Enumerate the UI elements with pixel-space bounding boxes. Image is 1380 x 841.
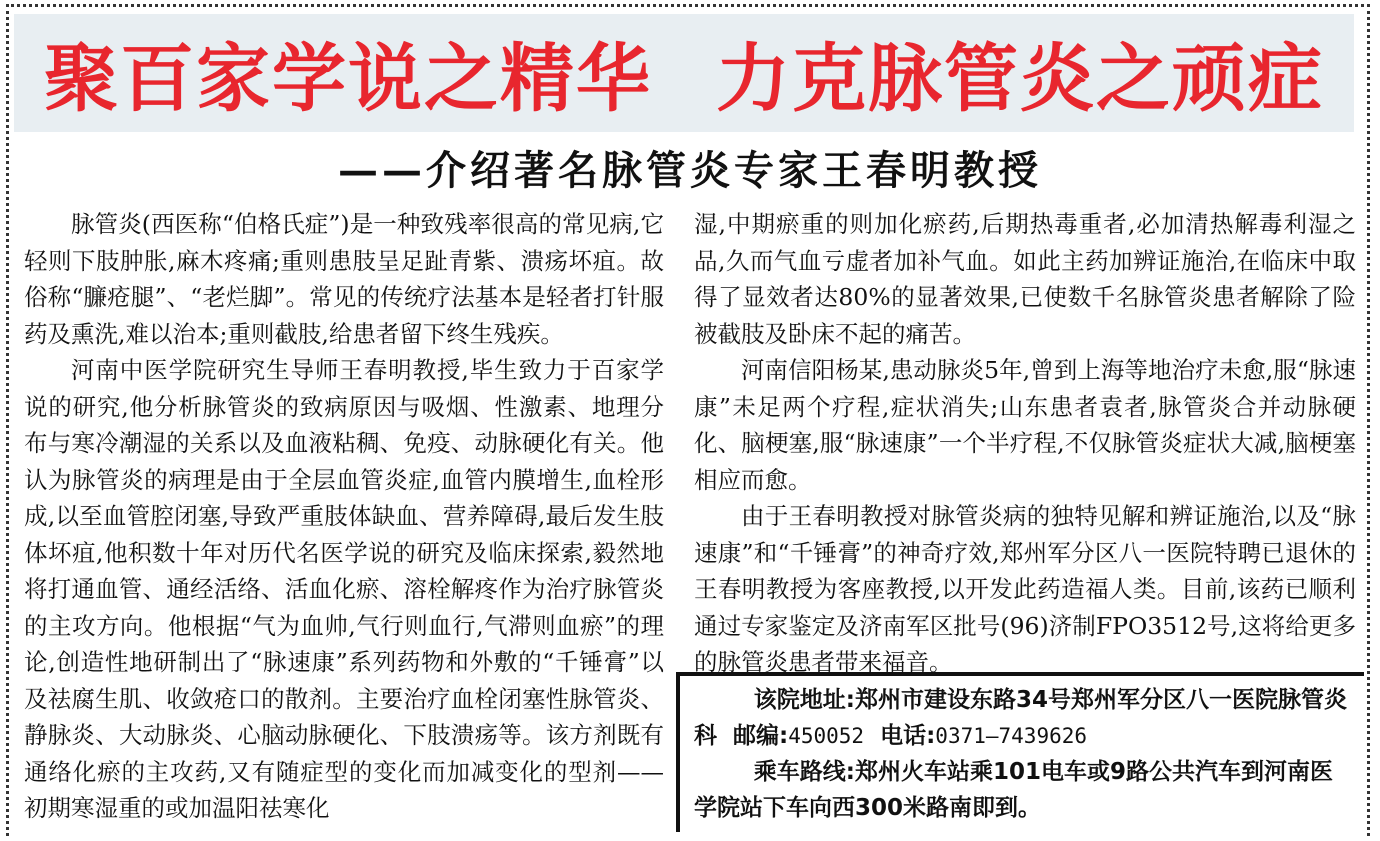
phone-label: 电话:: [880, 723, 936, 749]
headline-part-1: 聚百家学说之精华: [44, 36, 652, 122]
article-paragraph: 湿,中期瘀重的则加化瘀药,后期热毒重者,必加清热解毒利湿之品,久而气血亏虚者加补气血。如此主药加辨证施治,在临床中取得了显效者达80%的显著效果,已使数千名脉管炎患者解除了险被截肢及卧床不起的痛苦。: [694, 210, 1356, 348]
article-paragraph: 由于王春明教授对脉管炎病的独特见解和辨证施治,以及“脉速康”和“千锤膏”的神奇疗效,郑州军分区八一医院特聘已退休的王春明教授为客座教授,以开发此药造福人类。目前,该药已顺利通过专家鉴定及济南军区批号(96)济制FPO3512号,这将给更多的脉管炎患者带来福音。: [694, 502, 1356, 676]
article-paragraph: 河南信阳杨某,患动脉炎5年,曾到上海等地治疗未愈,服“脉速康”未足两个疗程,症状消失;山东患者袁者,脉管炎合并动脉硬化、脑梗塞,服“脉速康”一个半疗程,不仅脉管炎症状大减,脑梗塞相应而愈。: [694, 356, 1356, 494]
address-label: 该院地址:: [753, 687, 855, 713]
address-text: 郑州市建设东路34号郑州军分区八一医院脉管炎科: [694, 687, 1348, 749]
phone-value: 0371—7439626: [935, 724, 1088, 748]
headline-part-2: 力克脉管炎之顽症: [716, 36, 1324, 122]
postcode-value: 450052: [788, 724, 865, 748]
address-line: [694, 682, 1352, 754]
article-right-column: [694, 206, 1356, 681]
article-left-column: [24, 206, 664, 827]
article-paragraph: 河南中医学院研究生导师王春明教授,毕生致力于百家学说的研究,他分析脉管炎的致病原因与吸烟、性激素、地理分布与寒冷潮湿的关系以及血液粘稠、免疫、动脉硬化有关。他认为脉管炎的病理是由于全层血管炎症,血管内膜增生,血栓形成,以至血管腔闭塞,导致严重肢体缺血、营养障碍,最后发生肢体坏疽,他积数十年对历代名医学说的研究及临床探索,毅然地将打通血管、通经活络、活血化瘀、溶栓解疼作为治疗脉管炎的主攻方向。他根据“气为血帅,气行则血行,气滞则血瘀”的理论,创造性地研制出了“脉速康”系列药物和外敷的“千锤膏”以及祛腐生肌、收敛疮口的散剂。主要治疗血栓闭塞性脉管炎、静脉炎、大动脉炎、心脑动脉硬化、下肢溃疡等。该方剂既有通络化瘀的主攻药,又有随症型的变化而加减变化的型剂——初期寒湿重的或加温阳祛寒化: [24, 356, 664, 822]
route-text: 郑州火车站乘101电车或9路公共汽车到河南医学院站下车向西300米路南即到。: [694, 759, 1334, 821]
postcode-label: 邮编:: [733, 723, 789, 749]
route-line: [694, 754, 1352, 826]
hospital-info-box: [676, 672, 1364, 832]
route-label: 乘车路线:: [753, 759, 855, 785]
subtitle: ——介绍著名脉管炎专家王春明教授: [338, 147, 1042, 194]
headline: [14, 14, 1354, 132]
article-paragraph: 脉管炎(西医称“伯格氏症”)是一种致残率很高的常见病,它轻则下肢肿胀,麻木疼痛;重则患肢呈足趾青紫、溃疡坏疽。故俗称“臁疮腿”、“老烂脚”。常见的传统疗法基本是轻者打针服药及熏洗,难以治本;重则截肢,给患者留下终生残疾。: [24, 210, 664, 348]
